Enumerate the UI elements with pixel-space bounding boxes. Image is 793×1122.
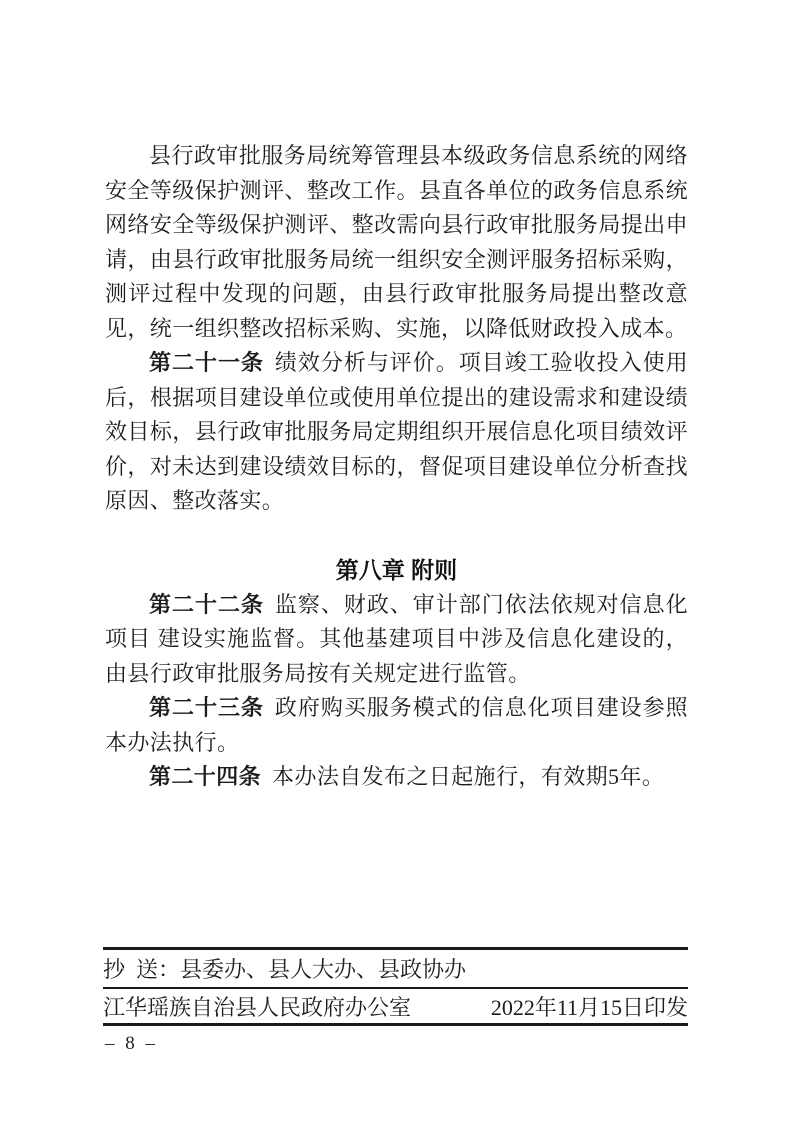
- article-23-text: 政府购买服务模式的信息化项目建设参照本办法执行。: [105, 695, 688, 755]
- copy-to-row: [103, 950, 688, 987]
- article-22-text: 监察、财政、审计部门依法依规对信息化项目 建设实施监督。其他基建项目中涉及信息化建设的，由县行政审批服务局按有关规定进行监管。: [105, 591, 688, 686]
- paragraph-network-security: [105, 139, 688, 346]
- copy-to-recipients: 县委办、县人大办、县政协办: [180, 957, 467, 982]
- footer-bottom-rule: [103, 1023, 688, 1026]
- article-24: [105, 760, 688, 795]
- issue-row: [103, 989, 688, 1023]
- article-22-number: 第二十二条: [149, 591, 264, 617]
- article-21-text: 绩效分析与评价。项目竣工验收投入使用后，根据项目建设单位或使用单位提出的建设需求和建设绩效目标，县行政审批服务局定期组织开展信息化项目绩效评价，对未达到建设绩效目标的，督促项目建设单位分析查找原因、整改落实。: [105, 350, 688, 513]
- article-22: [105, 588, 688, 692]
- article-21: [105, 346, 688, 519]
- article-24-number: 第二十四条: [149, 764, 262, 789]
- copy-to-label: 抄 送：: [103, 957, 181, 982]
- issuing-office: 江华瑶族自治县人民政府办公室: [103, 994, 412, 1020]
- article-23: [105, 691, 688, 760]
- article-23-number: 第二十三条: [149, 695, 264, 720]
- paragraph-text: 县行政审批服务局统筹管理县本级政务信息系统的网络安全等级保护测评、整改工作。县直各单位的政务信息系统网络安全等级保护测评、整改需向县行政审批服务局提出申请，由县行政审批服务局统一组织安全测评服务招标采购，测评过程中发现的问题，由县行政审批服务局提出整改意见，统一组织整改招标采购、实施，以降低财政投入成本。: [105, 143, 688, 341]
- article-21-number: 第二十一条: [149, 350, 264, 375]
- document-footer: [103, 947, 688, 1055]
- page-number: – 8 –: [105, 1033, 158, 1054]
- article-24-text: 本办法自发布之日起施行，有效期5年。: [272, 764, 665, 789]
- print-date: 2022年11月15日印发: [490, 994, 688, 1020]
- chapter-8-heading: 第八章 附则: [335, 557, 458, 583]
- document-body: [105, 139, 688, 795]
